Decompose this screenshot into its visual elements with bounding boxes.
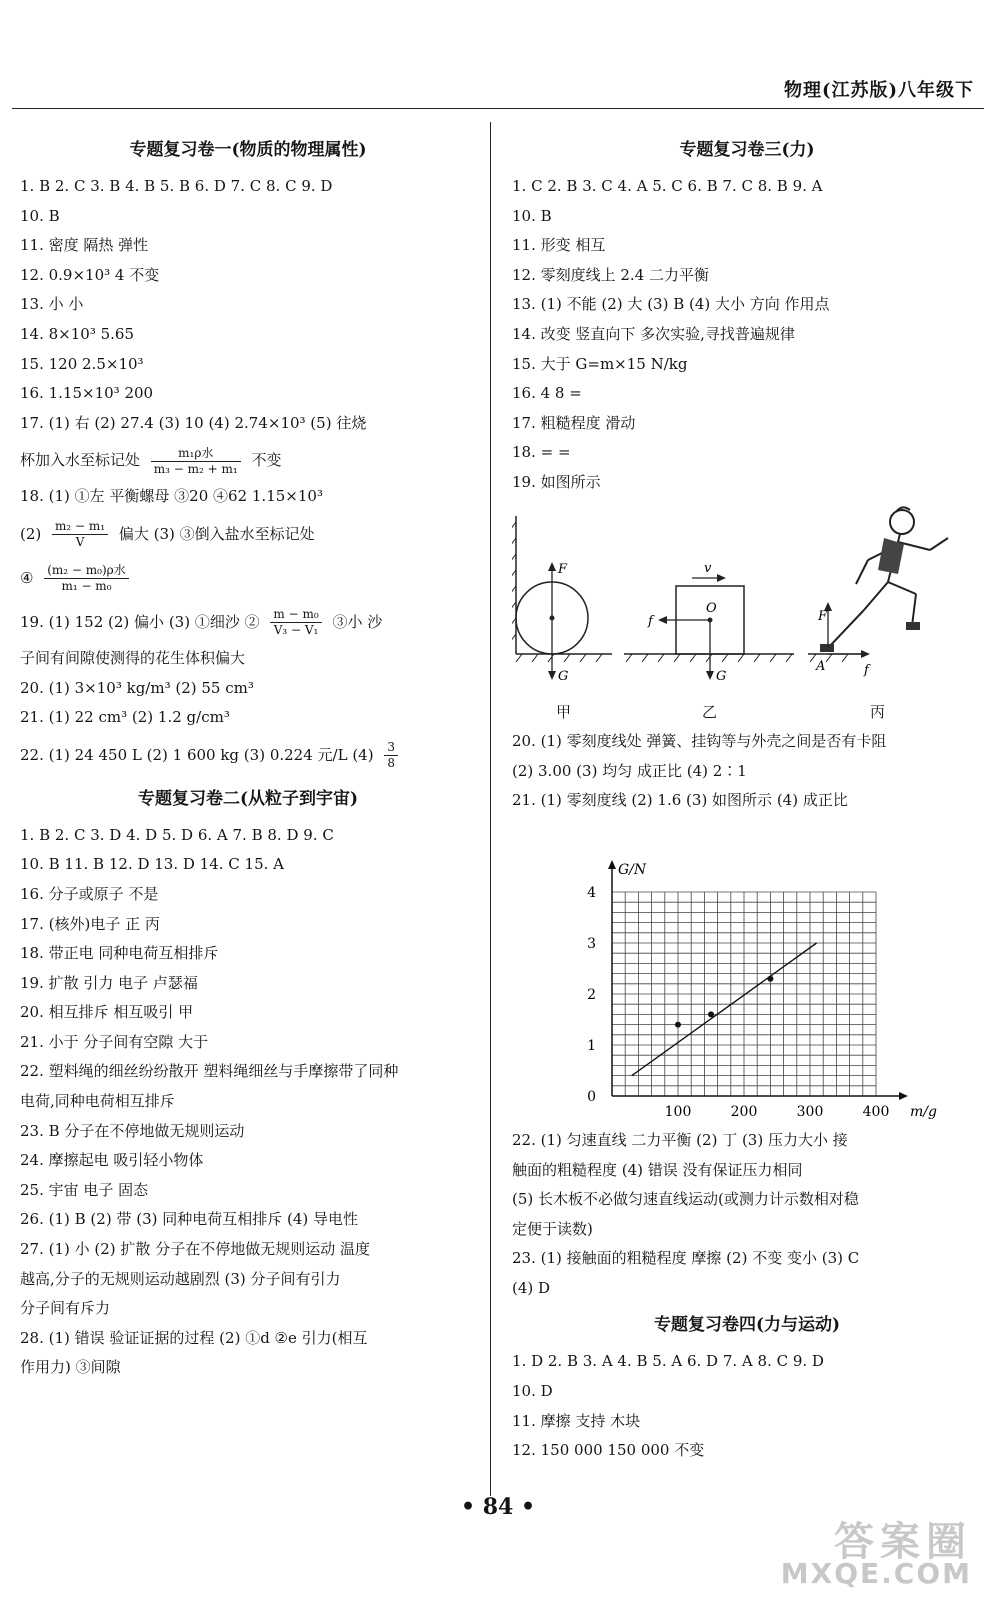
answer-line: 25. 宇宙 电子 固态: [20, 1180, 149, 1199]
numerator: m₁ρ水: [151, 446, 241, 462]
label-bing: 丙: [870, 702, 886, 721]
fraction: [52, 519, 108, 550]
answer-line: 14. 8×10³ 5.65: [20, 324, 135, 343]
text: 不变: [251, 451, 282, 470]
denominator: V₃ − V₁: [273, 623, 319, 638]
answer-line: 电荷,同种电荷相互排斥: [20, 1092, 175, 1111]
force-label-F: F: [558, 561, 568, 577]
watermark-url: MXQE.COM: [780, 1557, 972, 1590]
text: 杯加入水至标记处: [20, 451, 141, 470]
answer-line: 1. B 2. C 3. D 4. D 5. D 6. A 7. B 8. D 9. C: [20, 825, 334, 844]
answer-line: 21. (1) 22 cm³ (2) 1.2 g/cm³: [20, 708, 230, 727]
answer-line: 10. B 11. B 12. D 13. D 14. C 15. A: [20, 855, 284, 874]
g-m-graph: [512, 816, 982, 1126]
answer-line: 12. 0.9×10³ 4 不变: [20, 265, 160, 284]
y-tick-label: 2: [587, 986, 596, 1003]
answer-line: 20. (1) 零刻度线处 弹簧、挂钩等与外壳之间是否有卡阻: [512, 732, 887, 751]
fraction: [270, 607, 321, 638]
header-rule: [12, 108, 984, 109]
numerator: m − m₀: [270, 607, 321, 623]
answer-line: 1. D 2. B 3. A 4. B 5. A 6. D 7. A 8. C 9. D: [512, 1352, 824, 1371]
answer-line: 10. D: [512, 1382, 553, 1401]
y-tick-label: 0: [587, 1088, 596, 1105]
answer-line: 17. 粗糙程度 滑动: [512, 413, 636, 432]
page-header-title: 物理(江苏版)八年级下: [783, 80, 974, 101]
answer-line: 15. 大于 G=m×15 N/kg: [512, 354, 688, 373]
answer-line: 11. 形变 相互: [512, 236, 606, 255]
answer-line: 28. (1) 错误 验证证据的过程 (2) ①d ②e 引力(相互: [20, 1328, 368, 1347]
answer-line: 18. = =: [512, 443, 571, 462]
section-title: 专题复习卷二(从粒子到宇宙): [137, 788, 359, 809]
denominator: V: [75, 535, 85, 550]
denominator: m₃ − m₂ + m₁: [153, 461, 238, 476]
answer-line: 27. (1) 小 (2) 扩散 分子在不停地做无规则运动 温度: [20, 1240, 370, 1259]
force-label-f: f: [648, 613, 653, 629]
answer-line: 18. 带正电 同种电荷互相排斥: [20, 944, 219, 963]
answer-line: 20. 相互排斥 相互吸引 甲: [20, 1003, 194, 1022]
x-axis-arrow: [899, 1092, 908, 1100]
y-axis-label: G/N: [618, 861, 647, 878]
answer-line: 23. (1) 接触面的粗糙程度 摩擦 (2) 不变 变小 (3) C: [512, 1249, 860, 1268]
numerator: 3: [384, 740, 398, 756]
force-label-G: G: [716, 668, 727, 684]
watermark-text: 答案圈: [834, 1519, 972, 1565]
answer-line: 24. 摩擦起电 吸引轻小物体: [20, 1151, 204, 1170]
answer-line: (2) 3.00 (3) 均匀 成正比 (4) 2∶1: [512, 761, 747, 780]
runner-shirt: [878, 538, 904, 574]
numerator: (m₂ − m₀)ρ水: [44, 563, 128, 579]
text: (2): [20, 524, 42, 543]
fraction: [151, 446, 241, 477]
page-number: • 84 •: [460, 1494, 536, 1520]
section-title: 专题复习卷一(物质的物理属性): [129, 140, 367, 160]
answer-line: 16. 1.15×10³ 200: [20, 384, 154, 403]
g-m-chart-svg: [512, 816, 982, 1126]
answer-line: 21. 小于 分子间有空隙 大于: [20, 1032, 209, 1051]
force-label-f: f: [864, 662, 869, 678]
fit-line: [632, 943, 817, 1076]
column-divider: [490, 122, 491, 1496]
answer-line: 14. 改变 竖直向下 多次实验,寻找普遍规律: [512, 324, 795, 343]
answer-line: 22. 塑料绳的细丝纷纷散开 塑料绳细丝与手摩擦带了同种: [20, 1062, 399, 1081]
force-label-G: G: [558, 668, 569, 684]
x-tick-label: 300: [796, 1103, 824, 1120]
fraction: [44, 563, 128, 594]
answer-line: 子间有间隙使测得的花生体积偏大: [20, 648, 246, 667]
answer-line-fraction: [20, 733, 476, 777]
label-jia: 甲: [556, 702, 572, 721]
answer-line: 19. 扩散 引力 电子 卢瑟福: [20, 973, 198, 992]
diagram-yi: [624, 561, 794, 684]
answer-line-fraction: [20, 438, 476, 482]
answer-line: 定便于读数): [512, 1219, 593, 1238]
text: ③小 沙: [332, 612, 383, 631]
answer-line-fraction: [20, 556, 476, 600]
runner-icon: [828, 507, 948, 648]
numerator: m₂ − m₁: [52, 519, 108, 535]
data-point: [708, 1011, 714, 1017]
x-tick-label: 100: [664, 1103, 692, 1120]
answer-line: 触面的粗糙程度 (4) 错误 没有保证压力相同: [512, 1160, 803, 1179]
velocity-label-v: v: [704, 560, 712, 576]
section-title: 专题复习卷四(力与运动): [653, 1315, 841, 1336]
x-tick-label: 400: [862, 1103, 890, 1120]
force-label-F: F: [818, 608, 828, 624]
point-label-O: O: [706, 600, 717, 616]
figure-labels-row: [512, 698, 982, 728]
text: 偏大 (3) ③倒入盐水至标记处: [118, 524, 315, 543]
answer-line: 10. B: [20, 206, 60, 225]
y-tick-label: 3: [587, 935, 596, 952]
answer-line: 15. 120 2.5×10³: [20, 354, 144, 373]
answer-line-fraction: [20, 600, 476, 644]
x-axis-label: m/g: [910, 1103, 937, 1120]
section-title: 专题复习卷三(力): [679, 140, 815, 160]
answer-line: 16. 4 8 =: [512, 384, 582, 403]
x-tick-label: 200: [730, 1103, 758, 1120]
answer-line: 23. B 分子在不停地做无规则运动: [20, 1121, 245, 1140]
watermark: [780, 1519, 972, 1590]
answer-line: 作用力) ③间隙: [20, 1358, 121, 1377]
data-point: [675, 1022, 681, 1028]
y-tick-label: 4: [587, 884, 596, 901]
answer-line: 越高,分子的无规则运动越剧烈 (3) 分子间有引力: [20, 1269, 341, 1288]
answer-line: 分子间有斥力: [20, 1299, 111, 1318]
denominator: 8: [387, 756, 395, 771]
answer-line: 13. 小 小: [20, 295, 84, 314]
answer-line: 12. 150 000 150 000 不变: [512, 1441, 705, 1460]
answer-line: 11. 摩擦 支持 木块: [512, 1411, 641, 1430]
answer-line: 12. 零刻度线上 2.4 二力平衡: [512, 265, 710, 284]
answer-line: 16. 分子或原子 不是: [20, 884, 159, 903]
answer-line: 17. (1) 右 (2) 27.4 (3) 10 (4) 2.74×10³ (5) 往烧: [20, 413, 367, 432]
force-diagrams-figure: [512, 498, 982, 698]
answer-line: 10. B: [512, 206, 552, 225]
left-column: [20, 128, 476, 1383]
force-diagrams-svg: [512, 498, 982, 698]
text: ④: [20, 568, 34, 587]
y-axis-arrow: [608, 860, 616, 869]
answer-line: 1. B 2. C 3. B 4. B 5. B 6. D 7. C 8. C 9. D: [20, 177, 333, 195]
answer-line: 19. 如图所示: [512, 472, 601, 491]
diagram-bing: [808, 507, 948, 678]
answer-line: (5) 长木板不必做匀速直线运动(或测力计示数相对稳: [512, 1190, 859, 1209]
answer-line: 20. (1) 3×10³ kg/m³ (2) 55 cm³: [20, 678, 254, 697]
y-tick-label: 1: [587, 1037, 596, 1054]
answer-line: 13. (1) 不能 (2) 大 (3) B (4) 大小 方向 作用点: [512, 295, 830, 314]
label-yi: 乙: [702, 702, 718, 721]
answer-line: 1. C 2. B 3. C 4. A 5. C 6. B 7. C 8. B 9. A: [512, 177, 823, 195]
answer-line: 21. (1) 零刻度线 (2) 1.6 (3) 如图所示 (4) 成正比: [512, 791, 848, 810]
data-point: [767, 976, 773, 982]
answer-line: 18. (1) ①左 平衡螺母 ③20 ④62 1.15×10³: [20, 487, 323, 506]
answer-line: 17. (核外)电子 正 丙: [20, 914, 160, 933]
point-label-A: A: [816, 658, 826, 674]
answer-line: 11. 密度 隔热 弹性: [20, 236, 149, 255]
right-column: [512, 128, 982, 1466]
fraction: [384, 740, 398, 771]
answer-line: 26. (1) B (2) 带 (3) 同种电荷互相排斥 (4) 导电性: [20, 1210, 359, 1229]
answer-line: 22. (1) 匀速直线 二力平衡 (2) 丁 (3) 压力大小 接: [512, 1130, 848, 1149]
text: 19. (1) 152 (2) 偏小 (3) ①细沙 ②: [20, 612, 260, 631]
text: 22. (1) 24 450 L (2) 1 600 kg (3) 0.224 元/L (4): [20, 745, 374, 764]
denominator: m₁ − m₀: [61, 579, 112, 594]
answer-line: (4) D: [512, 1278, 551, 1297]
answer-line-fraction: [20, 512, 476, 556]
diagram-jia: [512, 516, 612, 684]
